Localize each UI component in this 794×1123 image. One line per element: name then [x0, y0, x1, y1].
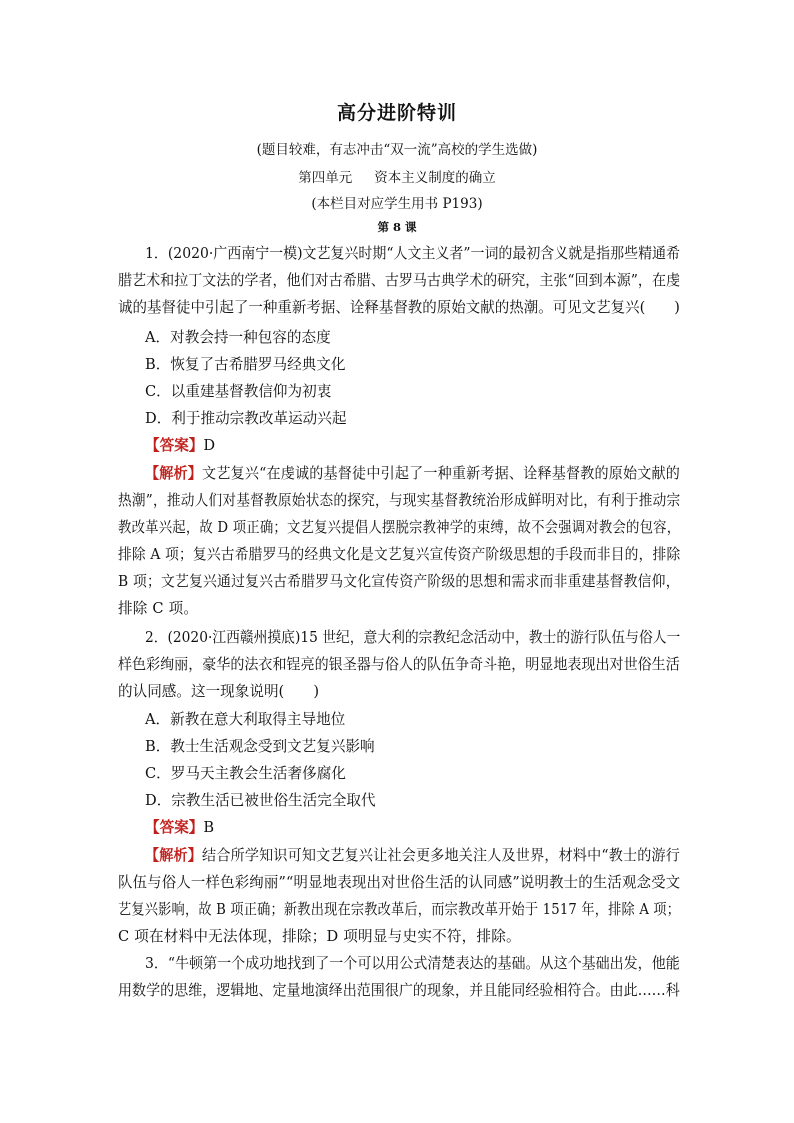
analysis-tag: 【解析】: [145, 847, 203, 864]
answer-tag: 【答案】: [145, 819, 204, 836]
answer-value: D: [203, 437, 216, 454]
question-1-analysis-line-1: [145, 464, 680, 484]
book-reference: (本栏目对应学生用书 P193): [311, 196, 483, 212]
page-subtitle: (题目较难，有志冲击“双一流”高校的学生选做): [256, 142, 538, 158]
answer-value: B: [203, 819, 215, 836]
question-2-stem-line-2: 样色彩绚丽，豪华的法衣和锃亮的银圣器与俗人的队伍争奇斗艳，明显地表现出对世俗生活: [118, 656, 680, 673]
analysis-text: 结合所学知识可知文艺复兴让社会更多地关注人及世界，材料中“教士的游行: [202, 847, 681, 864]
question-2-analysis-line-1: [145, 846, 680, 866]
page-title: 高分进阶特训: [336, 102, 457, 124]
unit-label: 第四单元: [298, 170, 353, 186]
question-1-stem-line-3: 诚的基督徒中引起了一种重新考据、诠释基督教的原始文献的热潮。可见文艺复兴( ): [118, 299, 680, 316]
question-2-analysis-line-4: C 项在材料中无法体现，排除；D 项明显与史实不符，排除。: [118, 928, 521, 945]
question-1-option-a: A．对教会持一种包容的态度: [145, 329, 331, 346]
question-1-answer: [145, 436, 215, 456]
question-1-option-b: B．恢复了古希腊罗马经典文化: [145, 356, 346, 373]
question-2-answer: [145, 818, 214, 838]
question-1-option-d: D．利于推动宗教改革运动兴起: [145, 410, 347, 427]
analysis-text: 文艺复兴“在虔诚的基督徒中引起了一种重新考据、诠释基督教的原始文献的: [202, 465, 681, 482]
question-2-analysis-line-2: 队伍与俗人一样色彩绚丽”“明显地表现出对世俗生活的认同感”说明教士的生活观念受文: [118, 874, 681, 891]
question-2-stem-line-3: 的认同感。这一现象说明( ): [118, 683, 320, 700]
question-2-option-d: D．宗教生活已被世俗生活完全取代: [145, 792, 376, 809]
question-3-stem-line-2: 用数学的思维，逻辑地、定量地演绎出范围很广的现象，并且能同经验相符合。由此……科: [118, 982, 680, 999]
question-1-option-c: C．以重建基督教信仰为初衷: [145, 383, 332, 400]
question-2-option-a: A．新教在意大利取得主导地位: [145, 711, 346, 728]
question-1-analysis-line-3: 教改革兴起，故 D 项正确；文艺复兴提倡人摆脱宗教神学的束缚，故不会强调对教会的包容，: [118, 519, 681, 536]
question-1-stem-line-1: 1．(2020·广西南宁一模)文艺复兴时期“人文主义者”一词的最初含义就是指那些精通希: [145, 245, 681, 262]
question-3-stem-line-1: 3．“牛顿第一个成功地找到了一个可以用公式清楚表达的基础。从这个基础出发，他能: [145, 955, 680, 972]
analysis-tag: 【解析】: [145, 465, 203, 482]
question-1-analysis-line-4: 排除 A 项；复兴古希腊罗马的经典文化是文艺复兴宣传资产阶级思想的手段而非目的，排除: [118, 546, 681, 563]
answer-tag: 【答案】: [145, 437, 204, 454]
question-1-analysis-line-5: B 项；文艺复兴通过复兴古希腊罗马文化宣传资产阶级的思想和需求而非重建基督教信仰，: [118, 573, 680, 590]
question-1-analysis-line-2: 热潮”，推动人们对基督教原始状态的探究，与现实基督教统治形成鲜明对比，有利于推动宗: [118, 492, 681, 509]
question-2-analysis-line-3: 艺复兴影响，故 B 项正确；新教出现在宗教改革后，而宗教改革开始于 1517 年，排除 A 项；: [118, 901, 681, 918]
question-2-option-b: B．教士生活观念受到文艺复兴影响: [145, 738, 375, 755]
lesson-heading: 第 8 课: [377, 220, 417, 234]
question-2-option-c: C．罗马天主教会生活奢侈腐化: [145, 765, 346, 782]
unit-name: 资本主义制度的确立: [374, 170, 496, 186]
question-1-analysis-line-6: 排除 C 项。: [118, 600, 199, 617]
question-1-stem-line-2: 腊艺术和拉丁文法的学者，他们对古希腊、古罗马古典学术的研究，主张“回到本源”，在虔: [118, 272, 681, 289]
question-2-stem-line-1: 2．(2020·江西赣州摸底)15 世纪，意大利的宗教纪念活动中，教士的游行队伍与俗人一: [145, 629, 681, 646]
unit-heading: [0, 166, 794, 186]
